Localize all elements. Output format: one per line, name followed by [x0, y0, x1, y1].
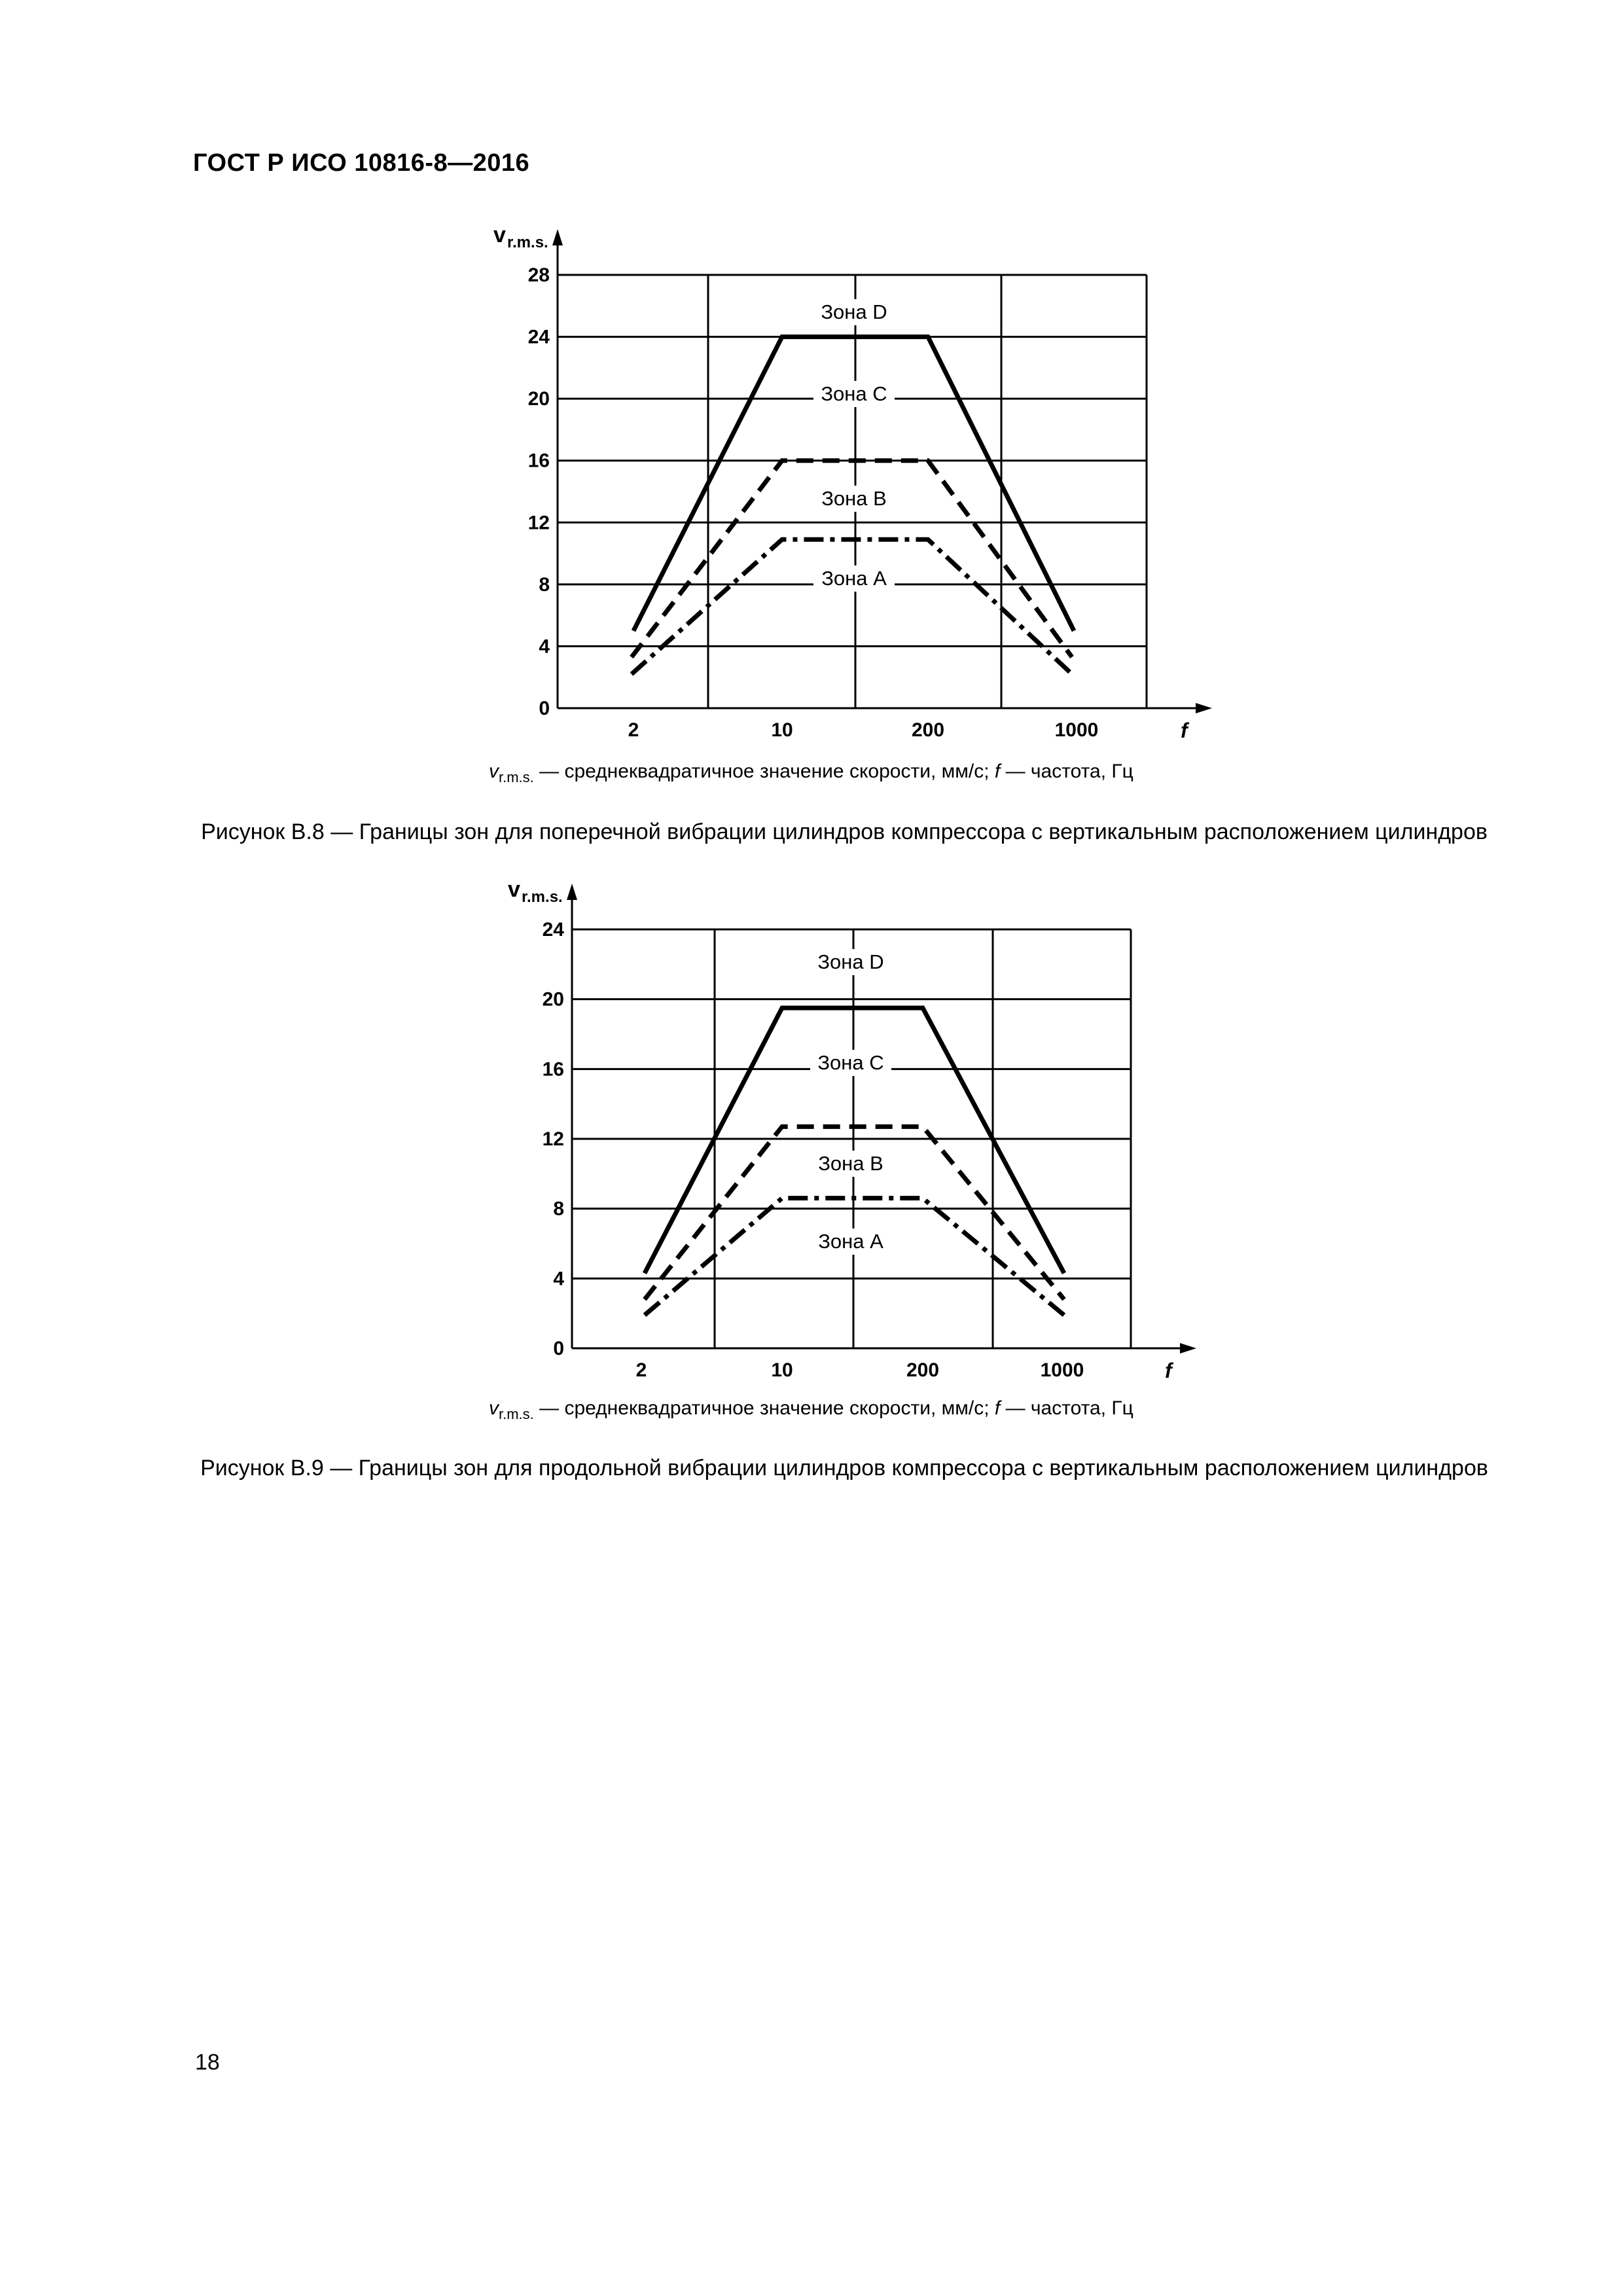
zone-boundary-dashdot-line: [632, 539, 1072, 674]
legend-f-symbol: f: [994, 761, 1001, 782]
zone-label: Зона A: [818, 1230, 883, 1253]
y-tick-label: 4: [539, 636, 550, 658]
x-tick-label: 2: [628, 719, 639, 741]
y-tick-label: 8: [539, 573, 550, 596]
zone-label: Зона D: [817, 950, 884, 973]
y-tick-label: 12: [542, 1128, 564, 1150]
chart-figure-b9: [0, 877, 1623, 1420]
zone-label: Зона C: [821, 382, 887, 405]
y-tick-label: 28: [527, 264, 550, 286]
legend-f-symbol: f: [994, 1397, 1001, 1419]
legend-v-subscript: r.m.s.: [499, 769, 534, 785]
x-tick-label: 10: [771, 719, 793, 741]
y-axis-label-subscript: r.m.s.: [522, 888, 563, 906]
chart-figure-b8: [0, 216, 1623, 772]
zone-label: Зона D: [821, 300, 887, 323]
x-axis-arrow: [1180, 1343, 1196, 1354]
y-axis-arrow: [567, 884, 577, 900]
zone-label: Зона B: [821, 487, 887, 510]
x-axis-arrow: [1196, 703, 1212, 713]
x-tick-label: 1000: [1040, 1359, 1084, 1381]
x-tick-label: 200: [911, 719, 945, 741]
legend-v-text: — среднеквадратичное значение скорости, мм/с;: [533, 1397, 995, 1419]
zone-label: Зона C: [817, 1051, 884, 1074]
y-tick-label: 0: [553, 1338, 564, 1359]
y-tick-label: 16: [542, 1058, 564, 1081]
zone-label: Зона A: [821, 567, 887, 590]
zone-label: Зона B: [818, 1152, 883, 1175]
legend-v-symbol: v: [489, 1397, 499, 1419]
y-axis-arrow: [552, 229, 563, 245]
y-tick-label: 20: [527, 388, 550, 410]
y-axis-label: v: [508, 877, 520, 902]
figure-b8-caption: Рисунок В.8 — Границы зон для поперечной вибрации цилиндров компрессора с вертикальным расположением цилиндров: [201, 819, 1488, 844]
legend-f-text: — частота, Гц: [1000, 1397, 1133, 1419]
document-header: ГОСТ Р ИСО 10816-8—2016: [193, 149, 530, 177]
y-tick-label: 24: [527, 326, 550, 348]
y-tick-label: 0: [539, 698, 550, 719]
legend-v-symbol: v: [489, 761, 499, 782]
page-number: 18: [195, 2050, 220, 2075]
y-tick-label: 24: [542, 919, 564, 941]
legend-f-text: — частота, Гц: [1000, 761, 1133, 782]
legend-v-subscript: r.m.s.: [499, 1406, 534, 1422]
x-axis-label: f: [1181, 719, 1188, 742]
figure-b9-legend: [489, 1397, 1133, 1423]
y-tick-label: 12: [527, 512, 550, 534]
x-tick-label: 1000: [1054, 719, 1099, 741]
x-tick-label: 200: [906, 1359, 940, 1381]
y-tick-label: 20: [542, 988, 564, 1011]
y-tick-label: 16: [527, 450, 550, 472]
y-axis-label: v: [493, 223, 506, 247]
y-tick-label: 4: [553, 1268, 564, 1290]
y-tick-label: 8: [553, 1198, 564, 1220]
legend-v-text: — среднеквадратичное значение скорости, мм/с;: [533, 761, 995, 782]
figure-b9-caption: Рисунок В.9 — Границы зон для продольной вибрации цилиндров компрессора с вертикальным расположением цилиндров: [200, 1456, 1488, 1480]
x-axis-label: f: [1165, 1359, 1172, 1382]
figure-b8-legend: [489, 761, 1133, 786]
x-tick-label: 2: [635, 1359, 647, 1381]
x-tick-label: 10: [771, 1359, 793, 1381]
y-axis-label-subscript: r.m.s.: [507, 234, 548, 251]
